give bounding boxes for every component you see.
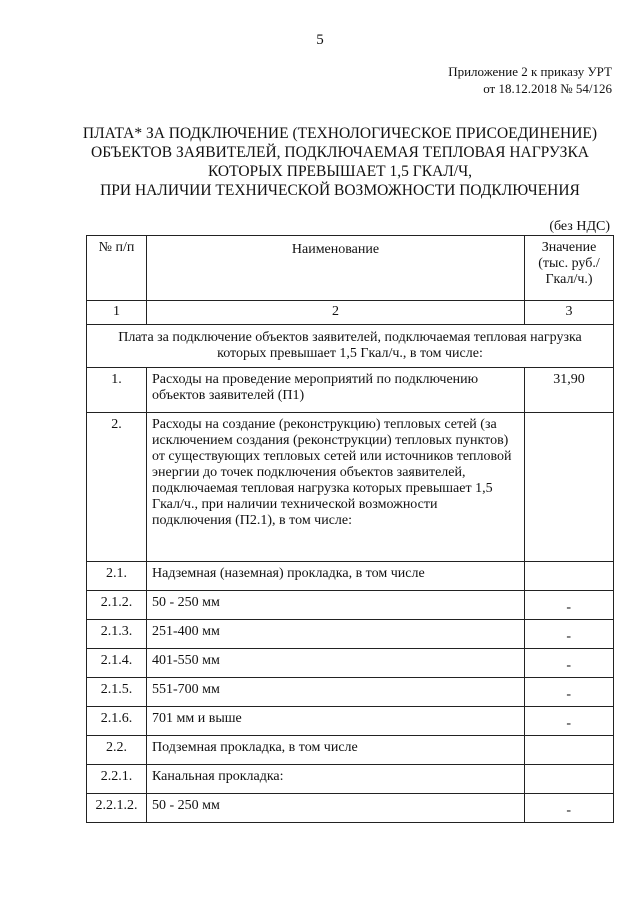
table-header-row (87, 236, 614, 301)
row-name: 401-550 мм (147, 649, 525, 678)
title-line-2: ОБЪЕКТОВ ЗАЯВИТЕЛЕЙ, ПОДКЛЮЧАЕМАЯ ТЕПЛОВАЯ НАГРУЗКА (91, 144, 589, 161)
row-name: 251-400 мм (147, 620, 525, 649)
table-row (87, 368, 614, 413)
row-name: Расходы на создание (реконструкцию) тепловых сетей (за исключением создания (реконструкции) тепловых пунктов) от существующих тепловых сетей или источников тепловой энергии до точек подключения объектов заявителей, подключаемая тепловая нагрузка которых превышает 1,5 Гкал/ч., при наличии технической возможности подключения (П2.1), в том числе: (147, 413, 525, 562)
table-row (87, 736, 614, 765)
appendix-line-2: от 18.12.2018 № 54/126 (483, 81, 612, 96)
index-cell: 3 (525, 301, 614, 325)
row-value (525, 562, 614, 591)
vat-note: (без НДС) (549, 219, 610, 234)
row-value: - (525, 678, 614, 707)
page-number: 5 (316, 32, 324, 48)
title-line-1: ПЛАТА* ЗА ПОДКЛЮЧЕНИЕ (ТЕХНОЛОГИЧЕСКОЕ ПРИСОЕДИНЕНИЕ) (82, 125, 598, 142)
row-name: Канальная прокладка: (147, 765, 525, 794)
row-num: 2.1.6. (87, 707, 147, 736)
row-value: - (525, 591, 614, 620)
row-value (525, 736, 614, 765)
row-name: 50 - 250 мм (147, 591, 525, 620)
row-num: 2.2.1. (87, 765, 147, 794)
title-line-3: КОТОРЫХ ПРЕВЫШАЕТ 1,5 ГКАЛ/Ч, (207, 163, 473, 180)
fee-table (86, 235, 614, 823)
row-value: - (525, 794, 614, 823)
table-row (87, 591, 614, 620)
row-num: 2.2. (87, 736, 147, 765)
table-row (87, 562, 614, 591)
document-title (60, 124, 620, 200)
row-value: 31,90 (525, 368, 614, 413)
table-row (87, 678, 614, 707)
column-index-row (87, 301, 614, 325)
table-row (87, 620, 614, 649)
row-value: - (525, 707, 614, 736)
row-num: 2.2.1.2. (87, 794, 147, 823)
table-row (87, 707, 614, 736)
section-title: Плата за подключение объектов заявителей, подключаемая тепловая нагрузка которых превышает 1,5 Гкал/ч., в том числе: (87, 325, 614, 368)
header-value: Значение (тыс. руб./Гкал/ч.) (525, 236, 614, 301)
appendix-line-1: Приложение 2 к приказу УРТ (448, 64, 612, 79)
row-num: 2. (87, 413, 147, 562)
row-num: 2.1.4. (87, 649, 147, 678)
row-num: 2.1. (87, 562, 147, 591)
title-line-4: ПРИ НАЛИЧИИ ТЕХНИЧЕСКОЙ ВОЗМОЖНОСТИ ПОДКЛЮЧЕНИЯ (100, 182, 580, 199)
row-value (525, 413, 614, 562)
table-row (87, 649, 614, 678)
row-value (525, 765, 614, 794)
appendix-reference (448, 63, 612, 97)
row-num: 1. (87, 368, 147, 413)
table-row (87, 765, 614, 794)
header-num: № п/п (87, 236, 147, 301)
row-name: Расходы на проведение мероприятий по подключению объектов заявителей (П1) (147, 368, 525, 413)
row-name: Надземная (наземная) прокладка, в том числе (147, 562, 525, 591)
row-value: - (525, 620, 614, 649)
row-num: 2.1.3. (87, 620, 147, 649)
header-name: Наименование (147, 236, 525, 301)
index-cell: 1 (87, 301, 147, 325)
row-value: - (525, 649, 614, 678)
row-name: 50 - 250 мм (147, 794, 525, 823)
row-name: Подземная прокладка, в том числе (147, 736, 525, 765)
table-row (87, 794, 614, 823)
row-name: 551-700 мм (147, 678, 525, 707)
section-row (87, 325, 614, 368)
table-row (87, 413, 614, 562)
index-cell: 2 (147, 301, 525, 325)
row-num: 2.1.2. (87, 591, 147, 620)
row-name: 701 мм и выше (147, 707, 525, 736)
row-num: 2.1.5. (87, 678, 147, 707)
